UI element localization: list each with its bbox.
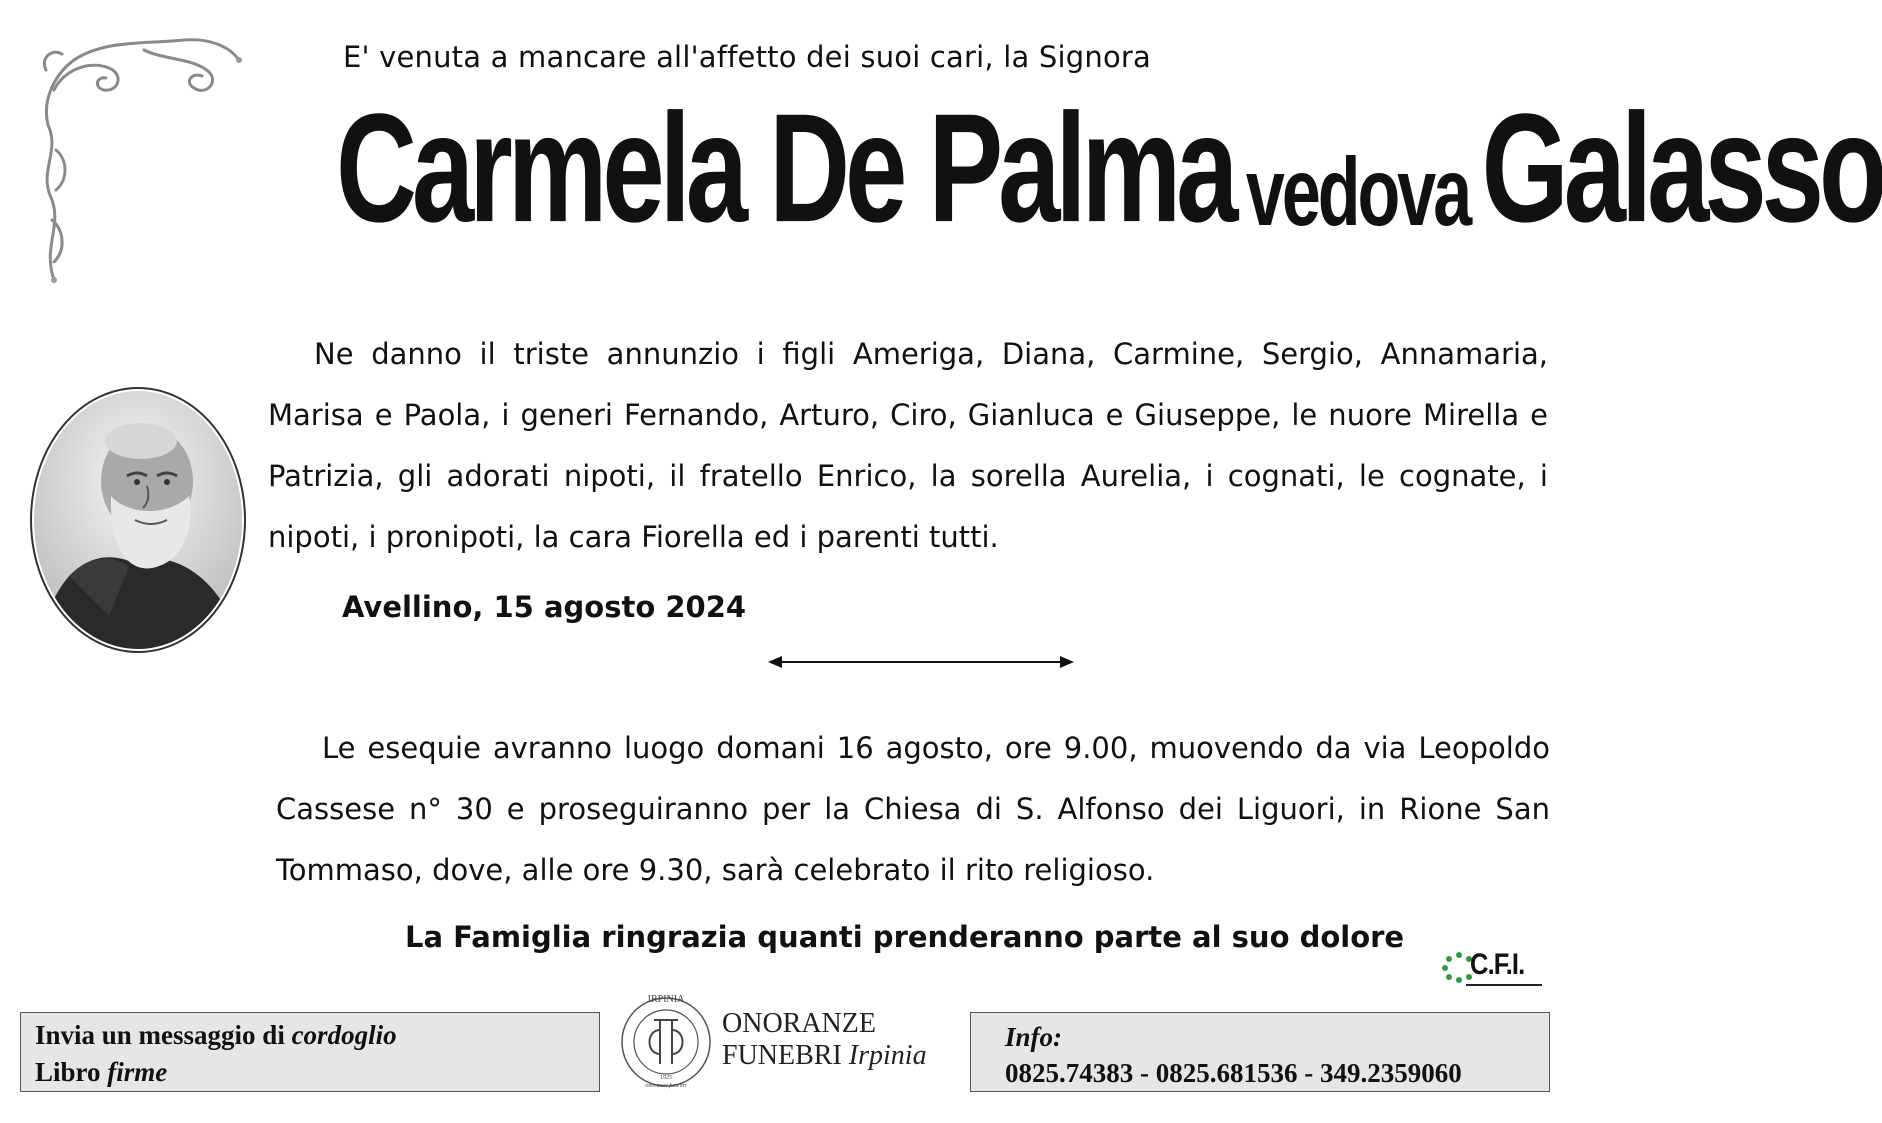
seal-year: 1925	[660, 1075, 672, 1081]
corner-ornament-icon	[34, 30, 244, 285]
seal-bottom-text: onoranze funebri	[645, 1083, 687, 1089]
guestbook-emphasis: firme	[107, 1057, 168, 1087]
double-arrow-divider-icon	[766, 652, 1076, 672]
funeral-home-line1: ONORANZE	[722, 1008, 876, 1039]
family-paragraph: Ne danno il triste annunzio i figli Ameriga, Diana, Carmine, Sergio, Annamaria, Marisa e Paola, i generi Fernando, Arturo, Ciro, Gianluca e Giuseppe, le nuore Mirella e Patrizia, gli adorati nipoti, il fratello Enrico, la sorella Aurelia, i cognati, le cognate, i nipoti, i pronipoti, la cara Fiorella ed i parenti tutti.	[268, 337, 1548, 554]
cfi-logo	[1442, 950, 1542, 996]
funeral-home-name	[722, 1008, 927, 1072]
deceased-name-first: Carmela De Palma	[336, 81, 1234, 255]
condolence-emphasis: cordoglio	[291, 1020, 397, 1050]
info-label: Info:	[1005, 1022, 1063, 1052]
memorial-portrait	[29, 386, 247, 654]
send-condolence-link[interactable]	[35, 1017, 585, 1054]
guestbook-prefix: Libro	[35, 1057, 108, 1087]
condolence-prefix: Invia un messaggio di	[35, 1020, 292, 1050]
funeral-home-place: Irpinia	[848, 1040, 927, 1071]
deceased-name-last: Galasso	[1481, 81, 1882, 255]
family-thanks: La Famiglia ringrazia quanti prenderanno parte al suo dolore	[405, 920, 1405, 954]
funeral-paragraph: Le esequie avranno luogo domani 16 agosto, ore 9.00, muovendo da via Leopoldo Cassese n° 30 e proseguiranno per la Chiesa di S. Alfonso dei Liguori, in Rione San Tommaso, dove, alle ore 9.30, sarà celebrato il rito religioso.	[276, 731, 1550, 887]
deceased-name	[336, 81, 1882, 303]
info-box	[970, 1012, 1550, 1092]
info-phones[interactable]: 0825.74383 - 0825.681536 - 349.2359060	[1005, 1058, 1462, 1088]
cfi-letters: C.F.I.	[1470, 948, 1525, 981]
condolence-box[interactable]	[20, 1012, 600, 1092]
funeral-home-line2: FUNEBRI	[722, 1040, 849, 1071]
funeral-home-seal-icon	[618, 990, 714, 1090]
guestbook-link[interactable]	[35, 1054, 585, 1091]
place-and-date: Avellino, 15 agosto 2024	[342, 590, 747, 624]
intro-line: E' venuta a mancare all'affetto dei suoi cari, la Signora	[343, 40, 1151, 74]
deceased-name-connector: vedova	[1245, 137, 1470, 246]
seal-top-text: IRPINIA	[647, 994, 685, 1005]
cfi-subtitle-line	[1466, 984, 1542, 990]
